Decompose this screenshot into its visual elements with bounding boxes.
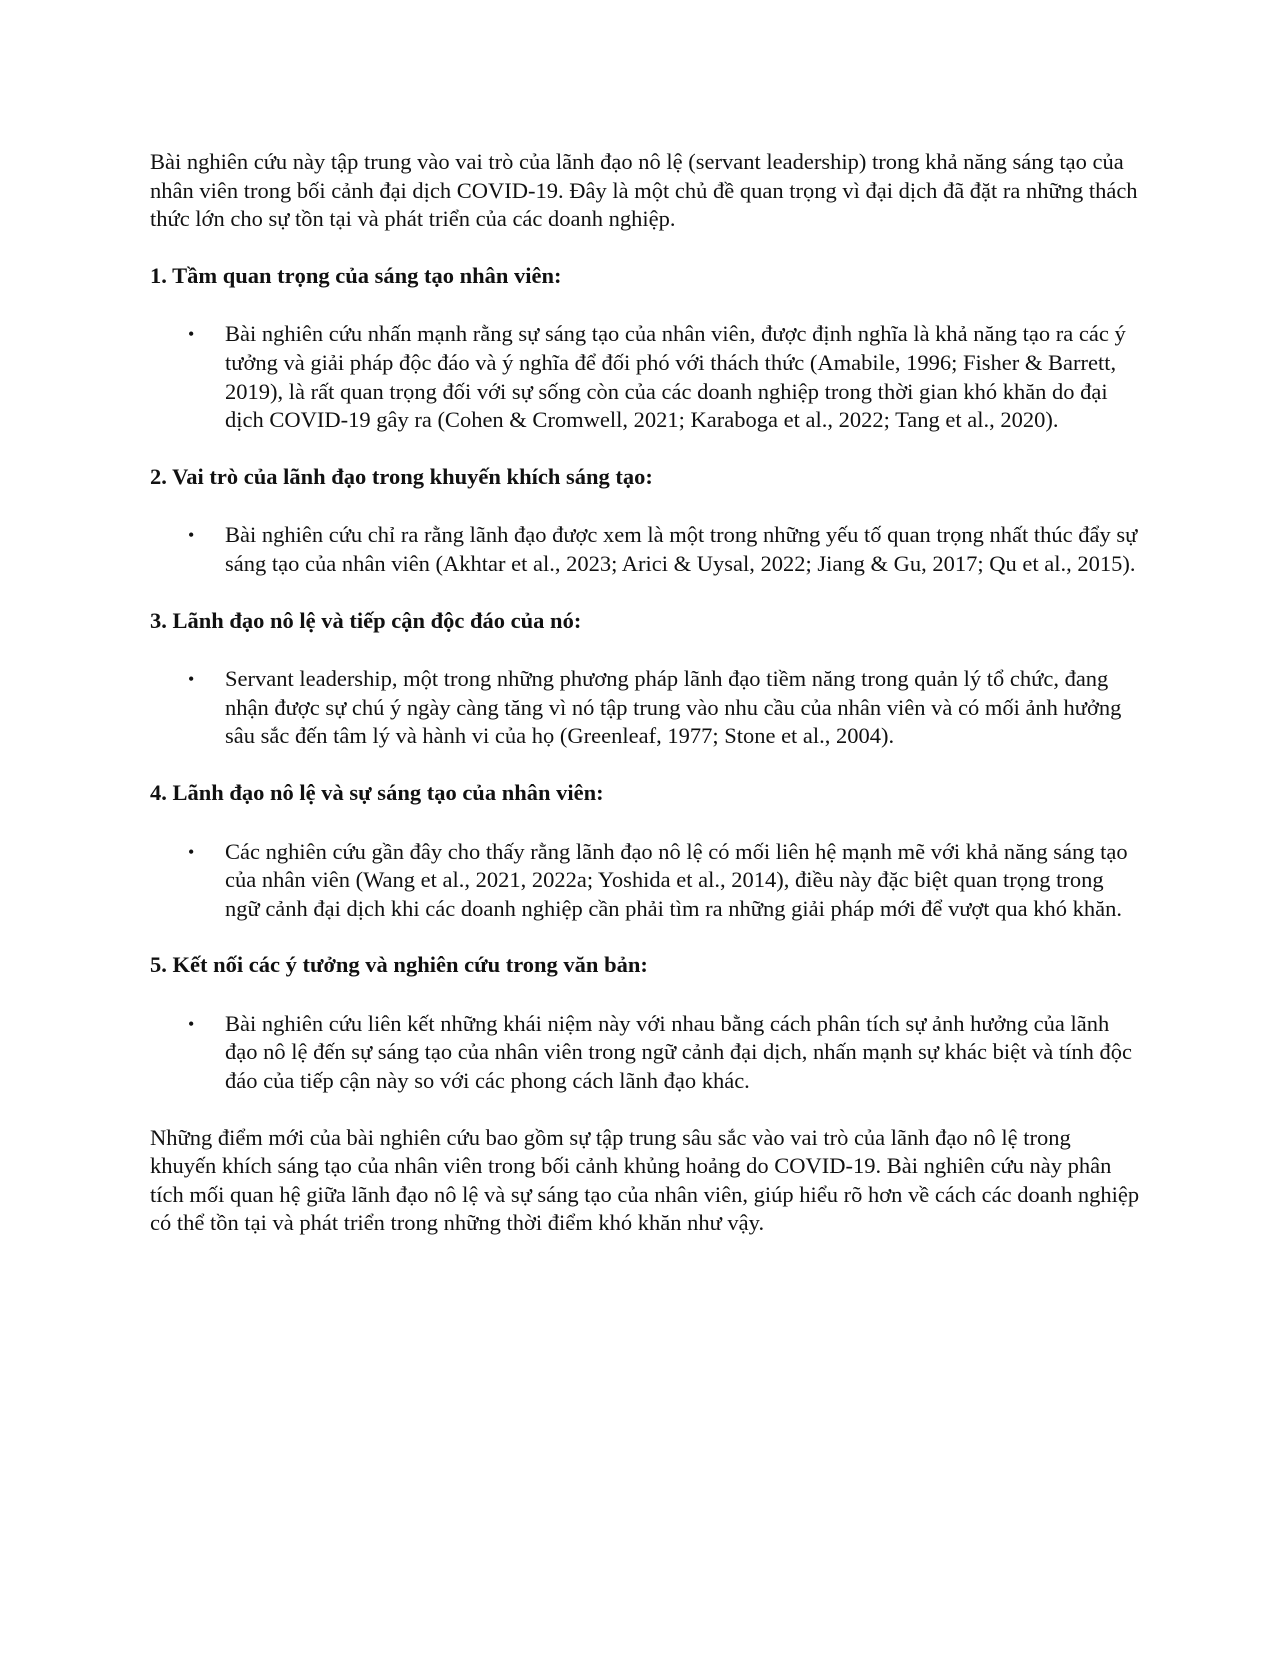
bullet-text: Các nghiên cứu gần đây cho thấy rằng lãnh đạo nô lệ có mối liên hệ mạnh mẽ với khả năng sáng tạo của nhân viên (Wang et al., 2021, 2022a; Yoshida et al., 2014), điều này đặc biệt quan trọng trong ngữ cảnh đại dịch khi các doanh nghiệp cần phải tìm ra những giải pháp mới để vượt qua khó khăn.: [225, 838, 1128, 921]
outro-paragraph: Những điểm mới của bài nghiên cứu bao gồm sự tập trung sâu sắc vào vai trò của lãnh đạo nô lệ trong khuyến khích sáng tạo của nhân viên trong bối cảnh khủng hoảng do COVID-19. Bài nghiên cứu này phân tích mối quan hệ giữa lãnh đạo nô lệ và sự sáng tạo của nhân viên, giúp hiểu rõ hơn về cách các doanh nghiệp có thể tồn tại và phát triển trong những thời điểm khó khăn như vậy.: [150, 1124, 1140, 1236]
bullet-icon: •: [188, 324, 195, 345]
bullet-text: Bài nghiên cứu nhấn mạnh rằng sự sáng tạo của nhân viên, được định nghĩa là khả năng tạo ra các ý tưởng và giải pháp độc đáo và ý nghĩa để đối phó với thách thức (Amabile, 1996; Fisher & Barrett, 2019), là rất quan trọng đối với sự sống còn của các doanh nghiệp trong thời gian khó khăn do đại dịch COVID-19 gây ra (Cohen & Cromwell, 2021; Karaboga et al., 2022; Tang et al., 2020).: [225, 321, 1126, 433]
bullet-icon: •: [188, 841, 195, 862]
section-heading: 2. Vai trò của lãnh đạo trong khuyến khích sáng tạo:: [150, 463, 653, 489]
bullet-icon: •: [188, 669, 195, 690]
bullet-item: [150, 838, 1140, 924]
bullet-item: [150, 521, 1140, 578]
section-heading: 5. Kết nối các ý tưởng và nghiên cứu trong văn bản:: [150, 952, 648, 978]
bullet-item: [150, 320, 1140, 434]
section-1: [150, 262, 1140, 435]
section-3: [150, 607, 1140, 751]
bullet-text: Bài nghiên cứu liên kết những khái niệm này với nhau bằng cách phân tích sự ảnh hưởng của lãnh đạo nô lệ đến sự sáng tạo của nhân viên trong ngữ cảnh đại dịch, nhấn mạnh sự khác biệt và tính độc đáo của tiếp cận này so với các phong cách lãnh đạo khác.: [225, 1010, 1132, 1094]
bullet-list: [150, 521, 1140, 578]
section-4: [150, 779, 1140, 923]
bullet-item: [150, 665, 1140, 751]
bullet-list: [150, 665, 1140, 751]
section-2: [150, 463, 1140, 579]
intro-paragraph: Bài nghiên cứu này tập trung vào vai trò của lãnh đạo nô lệ (servant leadership) trong khả năng sáng tạo của nhân viên trong bối cảnh đại dịch COVID-19. Đây là một chủ đề quan trọng vì đại dịch đã đặt ra những thách thức lớn cho sự tồn tại và phát triển của các doanh nghiệp.: [150, 149, 1138, 232]
section-heading: 4. Lãnh đạo nô lệ và sự sáng tạo của nhân viên:: [150, 779, 604, 805]
bullet-list: [150, 320, 1140, 434]
bullet-list: [150, 838, 1140, 924]
bullet-icon: •: [188, 525, 195, 546]
bullet-text: Servant leadership, một trong những phương pháp lãnh đạo tiềm năng trong quản lý tổ chức, đang nhận được sự chú ý ngày càng tăng vì nó tập trung vào nhu cầu của nhân viên và có mối ảnh hưởng sâu sắc đến tâm lý và hành vi của họ (Greenleaf, 1977; Stone et al., 2004).: [225, 666, 1122, 749]
document-page: [150, 148, 1140, 1238]
section-heading: 1. Tầm quan trọng của sáng tạo nhân viên:: [150, 262, 562, 288]
section-5: [150, 951, 1140, 1095]
section-heading: 3. Lãnh đạo nô lệ và tiếp cận độc đáo của nó:: [150, 607, 582, 633]
bullet-item: [150, 1010, 1140, 1096]
bullet-text: Bài nghiên cứu chỉ ra rằng lãnh đạo được xem là một trong những yếu tố quan trọng nhất thúc đẩy sự sáng tạo của nhân viên (Akhtar et al., 2023; Arici & Uysal, 2022; Jiang & Gu, 2017; Qu et al., 2015).: [225, 522, 1138, 576]
bullet-list: [150, 1010, 1140, 1096]
bullet-icon: •: [188, 1013, 195, 1034]
